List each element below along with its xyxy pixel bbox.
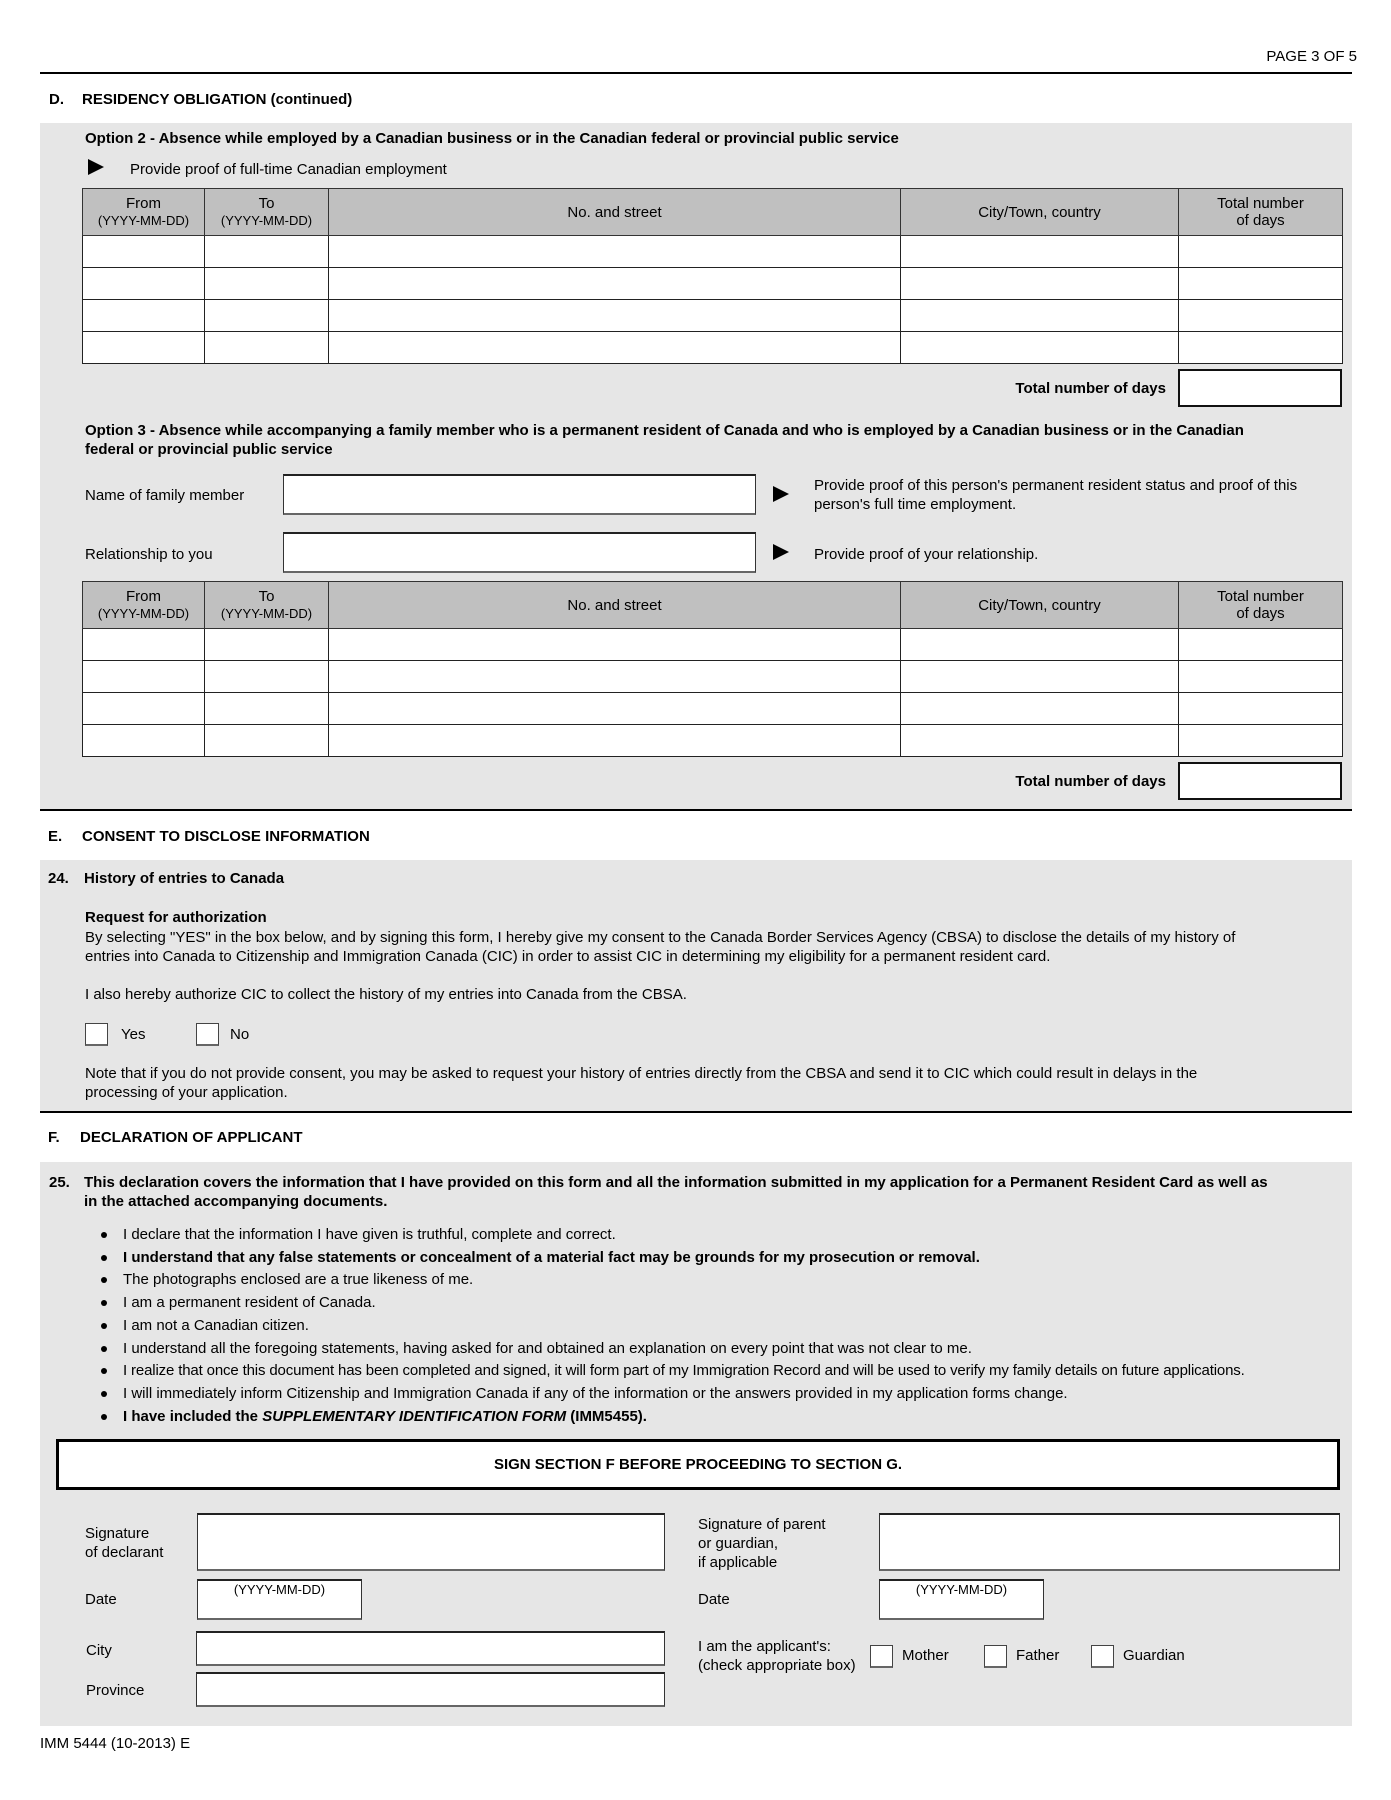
city-input[interactable] xyxy=(901,629,1179,661)
col-from: From (YYYY-MM-DD) xyxy=(83,189,205,236)
city-input[interactable] xyxy=(901,661,1179,693)
city-input[interactable] xyxy=(901,268,1179,300)
option3-title-line2: federal or provincial public service xyxy=(85,441,333,458)
street-input[interactable] xyxy=(329,661,901,693)
relationship-input[interactable] xyxy=(283,532,756,573)
table-row xyxy=(83,661,1343,693)
signature-parent-label-1: Signature of parent xyxy=(698,1516,826,1533)
bullet-icon xyxy=(101,1391,107,1397)
list-item: I will immediately inform Citizenship and Immigration Canada if any of the information or the answers provided in my application forms change. xyxy=(123,1385,1068,1402)
col-to: To (YYYY-MM-DD) xyxy=(205,582,329,629)
street-input[interactable] xyxy=(329,629,901,661)
section-e-bottom-rule xyxy=(40,1111,1352,1113)
days-input[interactable] xyxy=(1179,236,1343,268)
days-input[interactable] xyxy=(1179,332,1343,364)
to-input[interactable] xyxy=(205,300,329,332)
bullet-icon xyxy=(101,1255,107,1261)
list-item: I am a permanent resident of Canada. xyxy=(123,1294,376,1311)
city-input[interactable] xyxy=(901,300,1179,332)
header-divider xyxy=(40,72,1352,74)
applicant-relationship-label-2: (check appropriate box) xyxy=(698,1657,856,1674)
signature-parent-label-3: if applicable xyxy=(698,1554,778,1571)
family-member-note-line1: Provide proof of this person's permanent resident status and proof of this xyxy=(814,477,1298,494)
col-days: Total number of days xyxy=(1179,189,1343,236)
guardian-label: Guardian xyxy=(1123,1647,1185,1664)
city-input[interactable] xyxy=(196,1631,665,1666)
table-row xyxy=(83,268,1343,300)
q24-para-line2: entries into Canada to Citizenship and Immigration Canada (CIC) in order to assist CIC in determining my eligibility for a permanent resident card. xyxy=(85,948,1051,965)
table-header-row xyxy=(83,582,1343,629)
list-item: I declare that the information I have given is truthful, complete and correct. xyxy=(123,1226,616,1243)
city-input[interactable] xyxy=(901,693,1179,725)
page-indicator: PAGE 3 OF 5 xyxy=(1266,48,1357,65)
street-input[interactable] xyxy=(329,725,901,757)
q24-para-line1: By selecting "YES" in the box below, and by signing this form, I hereby give my consent to the Canada Border Services Agency (CBSA) to disclose the details of my history of xyxy=(85,929,1236,946)
bullet-icon xyxy=(101,1323,107,1329)
street-input[interactable] xyxy=(329,332,901,364)
q24-subtitle: Request for authorization xyxy=(85,909,267,926)
from-input[interactable] xyxy=(83,332,205,364)
family-member-input[interactable] xyxy=(283,474,756,515)
arrow-right-icon xyxy=(88,159,104,175)
sign-notice-text: SIGN SECTION F BEFORE PROCEEDING TO SECTION G. xyxy=(493,1456,903,1473)
option3-title-line1: Option 3 - Absence while accompanying a family member who is a permanent resident of Canada and who is employed by a Canadian business or in the Canadian xyxy=(85,422,1244,439)
to-input[interactable] xyxy=(205,629,329,661)
province-input[interactable] xyxy=(196,1672,665,1707)
section-f-letter: F. xyxy=(48,1129,60,1146)
option2-total-label: Total number of days xyxy=(1015,380,1166,397)
table-row xyxy=(83,332,1343,364)
q25-number: 25. xyxy=(49,1174,70,1191)
signature-declarant-field[interactable] xyxy=(197,1513,665,1571)
from-input[interactable] xyxy=(83,268,205,300)
col-days: Total number of days xyxy=(1179,582,1343,629)
option2-table xyxy=(82,188,1343,364)
signature-parent-label-2: or guardian, xyxy=(698,1535,779,1552)
yes-checkbox[interactable] xyxy=(85,1023,108,1046)
street-input[interactable] xyxy=(329,300,901,332)
option2-title: Option 2 - Absence while employed by a Canadian business or in the Canadian federal or provincial public service xyxy=(85,130,899,147)
from-input[interactable] xyxy=(83,725,205,757)
sign-notice-box xyxy=(56,1439,1340,1490)
days-input[interactable] xyxy=(1179,629,1343,661)
to-input[interactable] xyxy=(205,268,329,300)
street-input[interactable] xyxy=(329,236,901,268)
yes-label: Yes xyxy=(121,1026,146,1043)
option3-total-days-input[interactable] xyxy=(1178,762,1342,800)
table-row xyxy=(83,693,1343,725)
col-street: No. and street xyxy=(329,582,901,629)
bullet-icon xyxy=(101,1277,107,1283)
date-parent-field[interactable] xyxy=(879,1579,1044,1620)
col-city: City/Town, country xyxy=(901,189,1179,236)
bullet-icon xyxy=(101,1232,107,1238)
list-item: I understand that any false statements or concealment of a material fact may be grounds for my prosecution or removal. xyxy=(123,1249,980,1266)
date-format-hint: (YYYY-MM-DD) xyxy=(915,1582,1008,1597)
to-input[interactable] xyxy=(205,725,329,757)
days-input[interactable] xyxy=(1179,661,1343,693)
applicant-relationship-label-1: I am the applicant's: xyxy=(698,1638,831,1655)
relationship-label: Relationship to you xyxy=(85,546,213,563)
date-declarant-label: Date xyxy=(85,1591,117,1608)
city-input[interactable] xyxy=(901,332,1179,364)
family-member-label: Name of family member xyxy=(85,487,245,504)
date-format-hint: (YYYY-MM-DD) xyxy=(233,1582,326,1597)
list-item: The photographs enclosed are a true likeness of me. xyxy=(123,1271,474,1288)
to-input[interactable] xyxy=(205,693,329,725)
table-row xyxy=(83,300,1343,332)
col-from: From (YYYY-MM-DD) xyxy=(83,582,205,629)
signature-declarant-label-1: Signature xyxy=(85,1525,150,1542)
list-item: I realize that once this document has been completed and signed, it will form part of my Immigration Record and will be used to verify my family details on future applications. xyxy=(123,1362,1245,1379)
from-input[interactable] xyxy=(83,300,205,332)
father-checkbox[interactable] xyxy=(984,1645,1007,1668)
list-item: I have included the SUPPLEMENTARY IDENTIFICATION FORM (IMM5455). xyxy=(123,1408,647,1425)
from-input[interactable] xyxy=(83,236,205,268)
col-city: City/Town, country xyxy=(901,582,1179,629)
from-input[interactable] xyxy=(83,661,205,693)
signature-parent-field[interactable] xyxy=(879,1513,1340,1571)
section-e-letter: E. xyxy=(48,828,63,845)
arrow-right-icon xyxy=(773,486,789,502)
arrow-right-icon xyxy=(773,544,789,560)
guardian-checkbox[interactable] xyxy=(1091,1645,1114,1668)
list-item: I am not a Canadian citizen. xyxy=(123,1317,309,1334)
table-row xyxy=(83,629,1343,661)
mother-label: Mother xyxy=(902,1647,949,1664)
family-member-note-line2: person's full time employment. xyxy=(814,496,1017,513)
q24-note-line2: processing of your application. xyxy=(85,1084,288,1101)
q25-line2: in the attached accompanying documents. xyxy=(84,1193,388,1210)
days-input[interactable] xyxy=(1179,268,1343,300)
option2-total-days-input[interactable] xyxy=(1178,369,1342,407)
bullet-icon xyxy=(101,1346,107,1352)
section-f-title: DECLARATION OF APPLICANT xyxy=(80,1129,303,1146)
city-label: City xyxy=(86,1642,112,1659)
table-header-row xyxy=(83,189,1343,236)
father-label: Father xyxy=(1016,1647,1060,1664)
bullet-icon xyxy=(101,1300,107,1306)
col-to: To (YYYY-MM-DD) xyxy=(205,189,329,236)
street-input[interactable] xyxy=(329,693,901,725)
days-input[interactable] xyxy=(1179,300,1343,332)
form-id: IMM 5444 (10-2013) E xyxy=(40,1735,191,1752)
option2-instruction: Provide proof of full-time Canadian employment xyxy=(130,161,447,178)
relationship-note: Provide proof of your relationship. xyxy=(814,546,1039,563)
no-checkbox[interactable] xyxy=(196,1023,219,1046)
col-street: No. and street xyxy=(329,189,901,236)
q25-line1: This declaration covers the information that I have provided on this form and all the information submitted in my application for a Permanent Resident Card as well as xyxy=(84,1174,1268,1191)
section-e-title: CONSENT TO DISCLOSE INFORMATION xyxy=(82,828,370,845)
date-declarant-field[interactable] xyxy=(197,1579,362,1620)
q24-number: 24. xyxy=(48,870,69,887)
to-input[interactable] xyxy=(205,236,329,268)
to-input[interactable] xyxy=(205,661,329,693)
q24-title: History of entries to Canada xyxy=(84,870,285,887)
no-label: No xyxy=(230,1026,250,1043)
section-d-letter: D. xyxy=(49,91,64,108)
city-input[interactable] xyxy=(901,236,1179,268)
bullet-icon xyxy=(101,1368,107,1374)
days-input[interactable] xyxy=(1179,693,1343,725)
q24-note-line1: Note that if you do not provide consent, you may be asked to request your history of entries directly from the CBSA and send it to CIC which could result in delays in the xyxy=(85,1065,1198,1082)
table-row xyxy=(83,236,1343,268)
table-row xyxy=(83,725,1343,757)
section-d-bottom-rule xyxy=(40,809,1352,811)
city-input[interactable] xyxy=(901,725,1179,757)
date-parent-label: Date xyxy=(698,1591,730,1608)
mother-checkbox[interactable] xyxy=(870,1645,893,1668)
street-input[interactable] xyxy=(329,268,901,300)
days-input[interactable] xyxy=(1179,725,1343,757)
province-label: Province xyxy=(86,1682,145,1699)
from-input[interactable] xyxy=(83,693,205,725)
to-input[interactable] xyxy=(205,332,329,364)
q24-para2: I also hereby authorize CIC to collect the history of my entries into Canada from the CBSA. xyxy=(85,986,687,1003)
signature-declarant-label-2: of declarant xyxy=(85,1544,164,1561)
section-d-title: RESIDENCY OBLIGATION (continued) xyxy=(82,91,353,108)
option3-table xyxy=(82,581,1343,757)
list-item: I understand all the foregoing statements, having asked for and obtained an explanation on every point that was not clear to me. xyxy=(123,1340,972,1357)
option3-total-label: Total number of days xyxy=(1015,773,1166,790)
from-input[interactable] xyxy=(83,629,205,661)
bullet-icon xyxy=(101,1414,107,1420)
